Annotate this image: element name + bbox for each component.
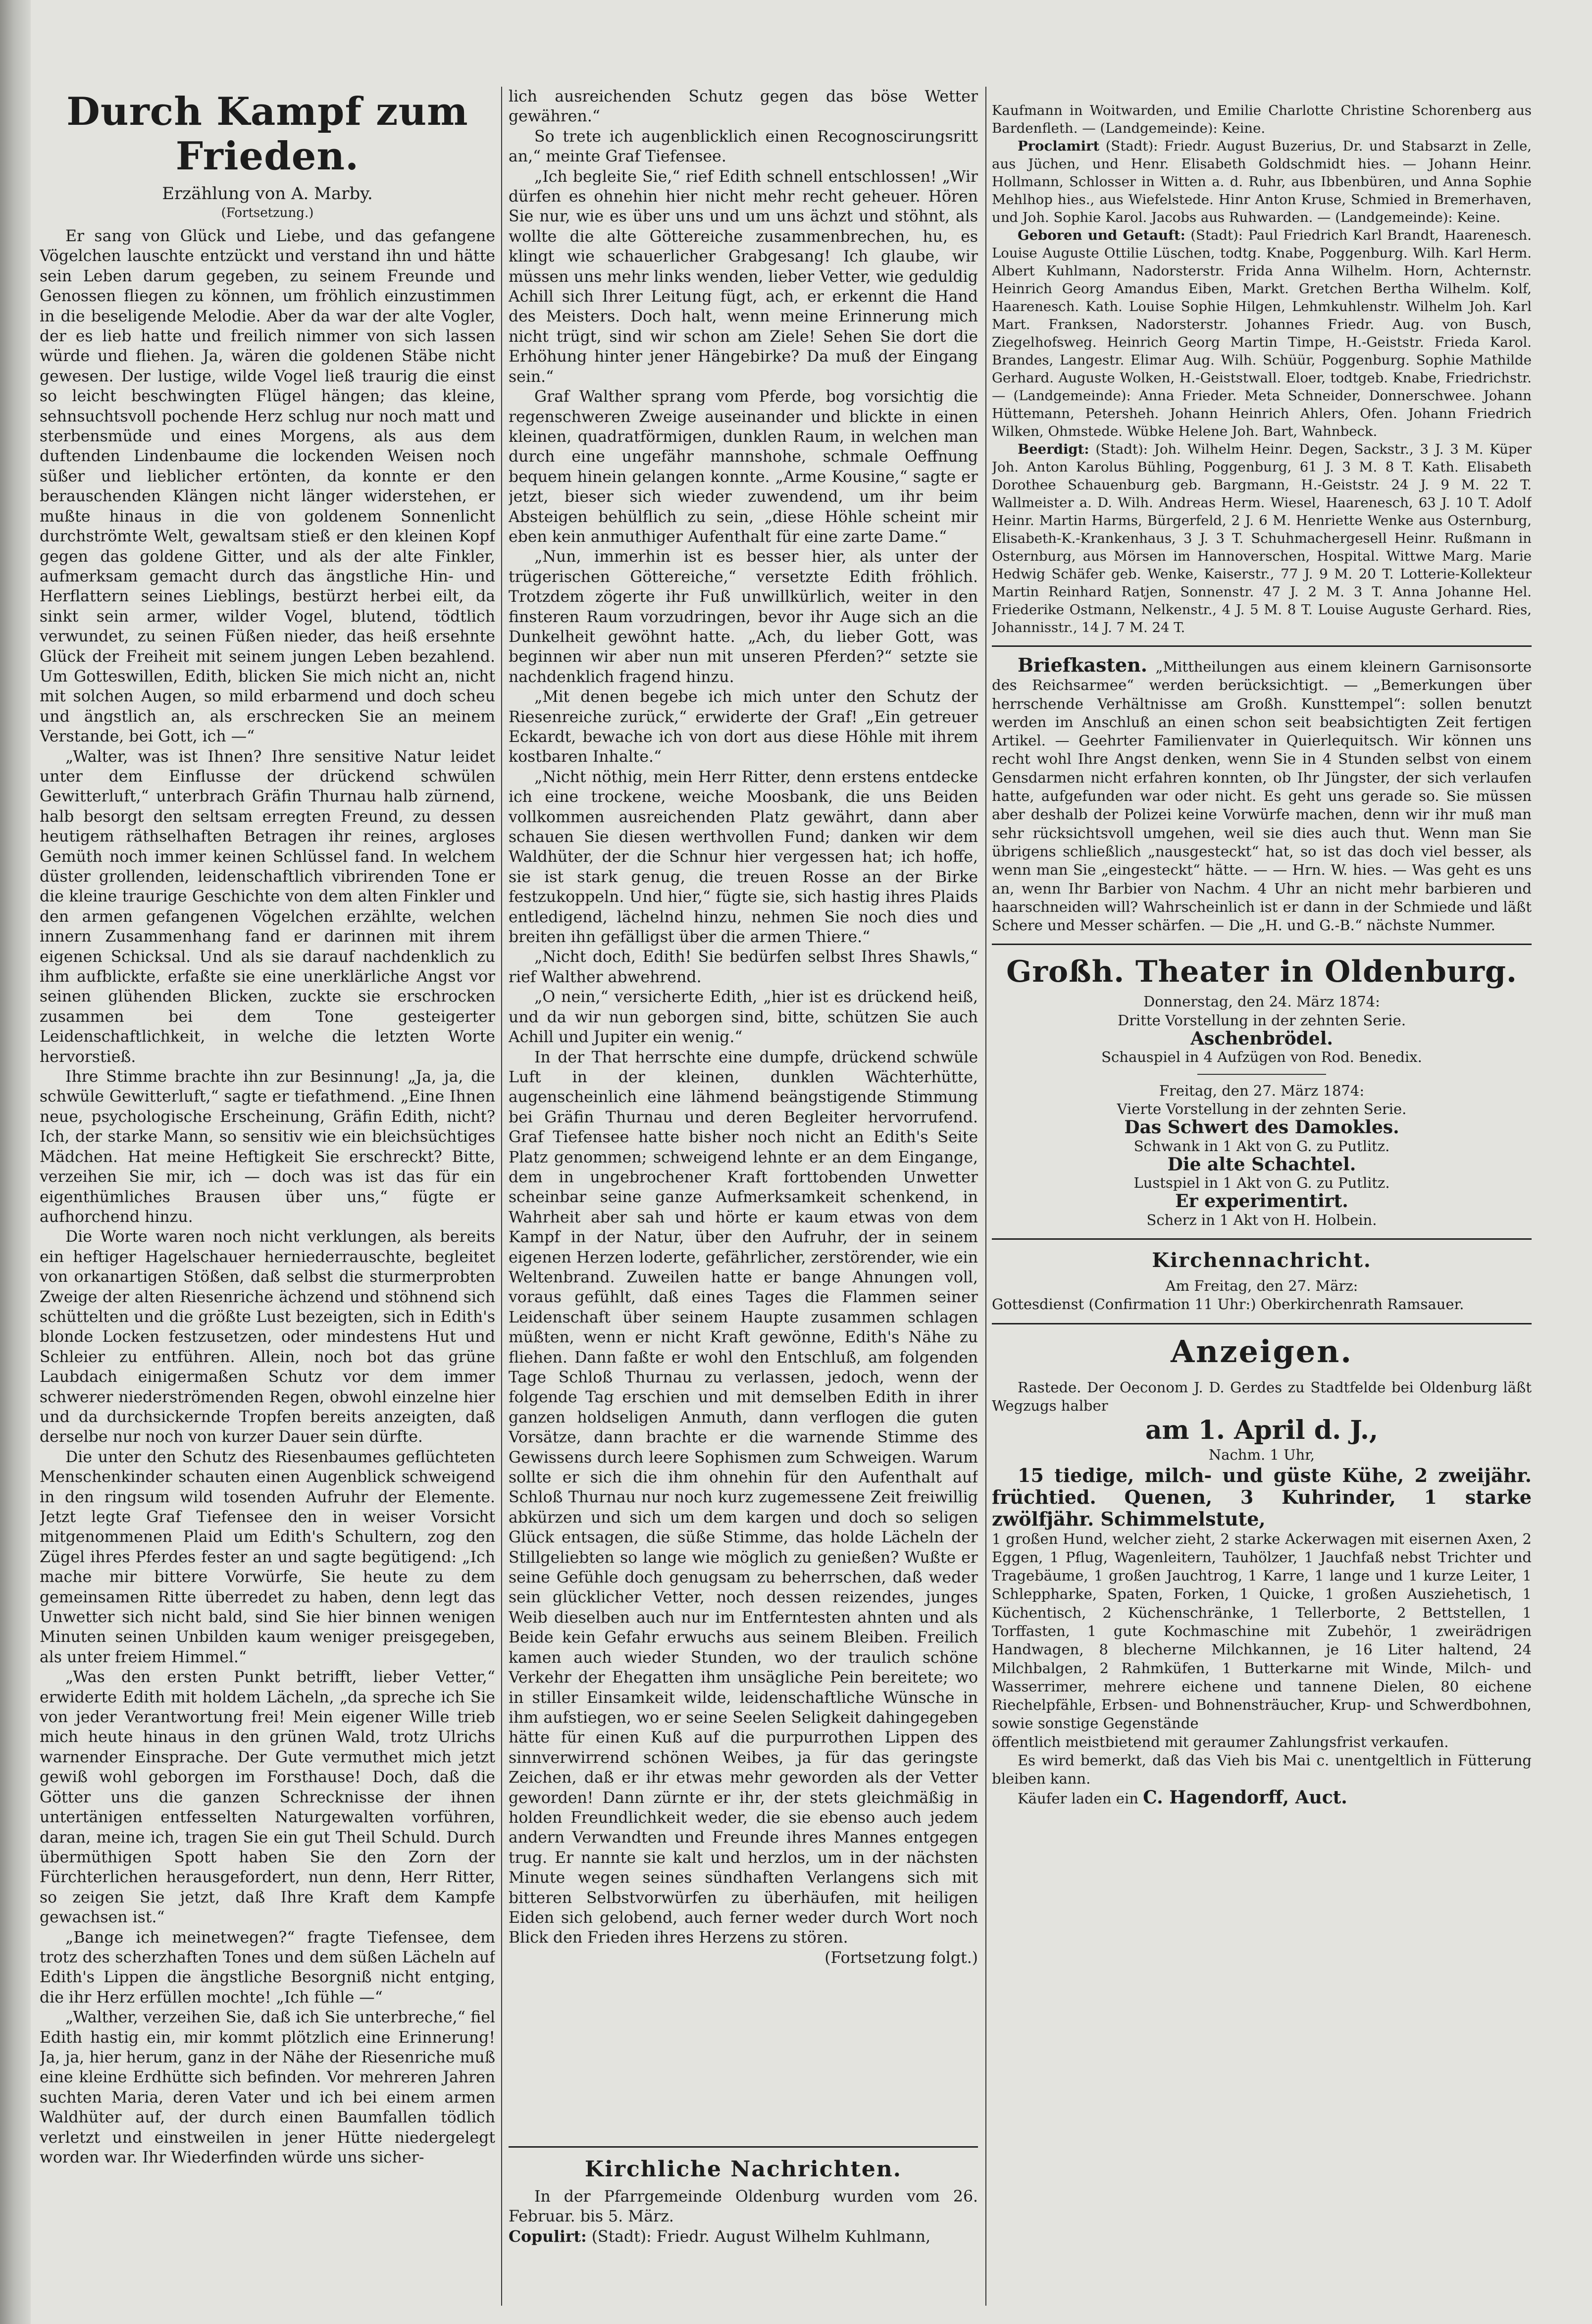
evening2-date: Freitag, den 27. März 1874: <box>1159 1082 1365 1099</box>
church-news-header: Kirchliche Nachrichten. <box>584 2157 902 2182</box>
story-paragraph: lich ausreichenden Schutz gegen das böse Wetter gewähren.“ <box>509 88 978 126</box>
evening1-date: Donnerstag, den 24. März 1874: <box>1143 993 1380 1010</box>
story-paragraph: In der That herrschte eine dumpfe, drückend schwüle Luft in der kleinen, dunklen Wächterhütte, augenscheinlich eine lähmend beängstigende Stimmung bei Gräfin Thurnau und deren Begleiter hervorrufend. Graf Tiefensee hatte bisher noch nicht an Edith's Seite Platz genommen; schweigend lehnte er an dem Eingange, dem in ungebrochener Kraft forttobenden Unwetter scheinbar seine ganze Aufmerksamkeit schenkend, in Wahrheit aber sah und hörte er kaum etwas von dem Kampf in der Natur, über den Aufruhr, der in seinem eigenen Herzen loderte, gefährlicher, zerstörender, wie ein Weltenbrand. Zuweilen hatte er bange Ahnungen voll, voraus gefühlt, daß eines Tages die Flammen seiner Leidenschaft über seinem Haupte zusammen schlagen müßten, wenn er nicht Kraft gewönne, Edith's Nähe zu fliehen. Dann faßte er wohl den Entschluß, am folgenden Tage Schloß Thurnau zu verlassen, jedoch, wenn der folgende Tag erschien und mit demselben Edith in ihrer ganzen holdseligen Anmuth, dann verflogen die guten Vorsätze, dann brachte er die warnende Stimme des Gewissens durch leere Sophismen zum Schweigen. Warum sollte er sich die ihm ohnehin für den Aufenthalt auf Schloß Thurnau nur noch kurz zugemessene Zeit freiwillig abkürzen und sich um dem kargen und doch so seligen Glück entsagen, die süße Stimme, das holde Lächeln der Stillgeliebten so lange wie möglich zu genießen? Wußte er seine Gefühle doch genugsam zu beherrschen, daß weder sein glücklicher Vetter, noch dessen reizendes, junges Weib dieselben auch nur im Entferntesten ahnten und als Beide kein Gefahr erwuchs aus seinem Bleiben. Freilich kamen auch wieder Stunden, wo der traulich schöne Verkehr der Ehegatten ihm unsägliche Pein bereitete; wo in stiller Einsamkeit wilde, leidenschaftliche Wünsche in ihm aufstiegen, wo er seine Seelen Seligkeit dahingegeben hätte für einen Kuß auf die purpurrothen Lippen des sinnverwirrend schönen Weibes, ja für das geringste Zeichen, daß er ihr etwas mehr geworden als der Vetter geworden! Dann zürnte er ihr, der stets gleichmäßig in holden Freundlichkeit weder, die sie ebenso auch jedem andern Verwandten und Freunde ihres Mannes entgegen trug. Er nannte sie kalt und herzlos, um in der nächsten Minute wegen seines sündhaften Verlangens sich mit bitteren Selbstvorwürfen zu überhäufen, mit heiligen Eiden sich gelobend, auch ferner weder durch Wort noch Blick den Frieden ihres Herzens zu stören. <box>509 1048 978 1947</box>
copulirt-label: Copulirt: <box>509 2227 587 2246</box>
program-divider <box>1197 1074 1326 1075</box>
kirchennachricht-header: Kirchennachricht. <box>1152 1249 1372 1272</box>
proclamirt-entry <box>992 137 1532 226</box>
story-paragraph: „Mit denen begebe ich mich unter den Schutz der Riesenreiche zurück,“ erwiderte der Graf! „Ein getreuer Eckardt, bewache ich von dort aus diese Höhle mit ihrem kostbaren Inhalte.“ <box>509 688 978 766</box>
auction-note-text: Es wird bemerkt, daß das Vieh bis Mai c. unentgeltlich in Fütterung bleiben kann. <box>992 1752 1532 1788</box>
proclamirt-text: (Stadt): Friedr. August Buzerius, Dr. und Stabsarzt in Zelle, aus Jüchen, und Henr. Elisabeth Goldschmidt hies. — Johann Heinr. Hollmann, Schlosser in Witten a. d. Ruhr, aus Ibbenbüren, und Anna Sophie Mehlhop hies., aus Wiefelstede. Hinr Anton Kruse, Schmied in Bremerhaven, und Joh. Sophie Karol. Jacobs aus Ruhwarden. — (Landgemeinde): Keine. <box>992 138 1532 225</box>
auction-items-text: 1 großen Hund, welcher zieht, 2 starke Ackerwagen mit eisernen Axen, 2 Eggen, 1 Pflug, Wagenleitern, Tauhölzer, 1 Jauchfaß nebst Trichter und Tragebäume, 1 großen Jauchtrog, 1 Karre, 1 lange und 1 kurze Leiter, 1 Schleppharke, Spaten, Forken, 1 Quicke, 1 großen Ausziehetisch, 1 Küchentisch, 2 Küchenschränke, 1 Tellerborte, 2 Bettstellen, 1 Torffasten, 1 gute Kochmaschine mit Zubehör, 1 zweirädrigen Handwagen, 8 blecherne Milchkannen, je 16 Liter haltend, 24 Milchbalgen, 2 Rahmküfen, 1 Butterkarne mit Winde, Milch- und Wasserrimer, mehrere eichene und tannene Dielen, 80 eichene Riechelpfähle, Erbsen- und Bohnensträucher, Krup- und Schwerdbohnen, sowie sonstige Gegenstände <box>992 1530 1532 1732</box>
briefkasten-section <box>992 656 1532 935</box>
evening1-desc: Schauspiel in 4 Aufzügen von Rod. Benedix. <box>1101 1049 1422 1066</box>
story-paragraph: „Nicht nöthig, mein Herr Ritter, denn erstens entdecke ich eine trockene, weiche Moosbank, die uns Beiden vollkommen ausreichenden Platz gewährt, dann aber schauen Sie diesen werthvollen Fund; danken wir dem Waldhüter, der die Schnur hier vergessen hat; ich hoffe, sie ist stark genug, die treuen Rosse an der Birke festzukoppeln. Und hier,“ fügte sie, sich hastig ihres Plaids entledigend, lächelnd hinzu, nehmen Sie noch dies und breiten ihn gefälligst über die armen Thiere.“ <box>509 768 978 947</box>
story-paragraph: „Nun, immerhin ist es besser hier, als unter der trügerischen Göttereiche,“ versetzte Edith fröhlich. Trotzdem zögerte ihr Fuß unwillkürlich, weiter in den finsteren Raum vorzudringen, bevor ihr Auge sich an die Dunkelheit gewöhnt hatte. „Ach, du lieber Gott, was beginnen wir aber nun mit unseren Pferden?“ setzte sie nachdenklich fragend hinzu. <box>509 548 978 686</box>
story-paragraph: Er sang von Glück und Liebe, und das gefangene Vögelchen lauschte entzückt und verstand ihn und hätte sein Leben darum gegeben, zu seinem Freunde und Genossen fliegen zu können, um fröhlich einzustimmen in die beseligende Melodie. Aber da war der alte Vogler, der es lieb hatte und freilich nimmer von sich lassen würde und fliehen. Ja, wären die goldenen Stäbe nicht gewesen. Der lustige, wilde Vogel ließ traurig die einst so leicht beschwingten Flügel hängen; das kleine, sehnsuchtsvoll pochende Herz schlug nur noch matt und sterbensmüde und eines Morgens, als aus dem duftenden Lindenbaume die lockenden Weisen noch süßer und lieblicher ertönten, da konnte er den berauschenden Klängen nicht länger widerstehen, er mußte hinaus in die von goldenem Sonnenlicht durchströmte Welt, gewaltsam stieß er den kleinen Kopf gegen das goldene Gitter, und als der alte Finkler, aufmerksam gemacht durch das ängstliche Hin- und Herflattern seines Lieblings, bestürzt herbei eilt, da sinkt sein armer, wilder Vogel, blutend, tödtlich verwundet, zu seinen Füßen nieder, das heiß ersehnte Glück der Freiheit mit seinem jungen Leben bezahlend. Um Gotteswillen, Edith, blicken Sie mich nicht an, nicht mit solchen Augen, so mild erbarmend und doch scheu und ängstlich an, als erschrecken Sie an meinem Verstande, bei Gott, ich —“ <box>40 227 495 746</box>
geboren-entry <box>992 226 1532 440</box>
beerdigt-label: Beerdigt: <box>1018 441 1089 457</box>
evening2-play3: Er experimentirt. <box>1175 1191 1348 1212</box>
auction-items <box>992 1530 1532 1733</box>
kirchennachricht-line2: Gottesdienst (Confirmation 11 Uhr:) Oberkirchenrath Ramsauer. <box>992 1296 1464 1313</box>
geboren-label: Geboren und Getauft: <box>1018 227 1185 243</box>
theater-program <box>992 993 1532 1229</box>
story-paragraph: Graf Walther sprang vom Pferde, bog vorsichtig die regenschweren Zweige auseinander und blickte in einen kleinen, quadratförmigen, dunklen Raum, in welchen man durch eine ungefähr mannshohe, schmale Oeffnung bequem hinein gelangen konnte. „Arme Kousine,“ sagte er jetzt, bieser sich wieder zuwendend, um ihr beim Absteigen behülflich zu sein, „diese Höhle scheint mir eben kein anmuthiger Aufenthalt für eine zarte Dame.“ <box>509 388 978 546</box>
auction-public-text: öffentlich meistbietend mit geraumer Zahlungsfrist verkaufen. <box>992 1733 1449 1750</box>
anzeigen-header: Anzeigen. <box>1171 1333 1353 1370</box>
column-1 <box>40 87 495 2306</box>
story-text-col2 <box>509 87 978 2137</box>
column-rule-2 <box>985 87 986 2306</box>
kirchennachricht-line1: Am Freitag, den 27. März: <box>1165 1277 1358 1295</box>
auction-livestock: 15 tiedige, milch- und güste Kühe, 2 zweijähr. früchtied. Quenen, 3 Kuhrinder, 1 starke zwölfjähr. Schimmelstute, <box>992 1464 1532 1530</box>
story-continued-footer: (Fortsetzung folgt.) <box>824 1949 978 1967</box>
evening2-play1: Das Schwert des Damokles. <box>1124 1117 1399 1138</box>
story-paragraph: „Ich begleite Sie,“ rief Edith schnell entschlossen! „Wir dürfen es ohnehin hier nicht mehr recht geheuer. Hören Sie nur, wie es über uns und um uns ächzt und stöhnt, als wollte die alte Göttereiche zusammenbrechen, hu, es klingt wie schauerlicher Grabgesang! Ich glaube, wir müssen uns mehr links wenden, lieber Vetter, wie geduldig Achill sich Ihrer Leitung fügt, ach, er erkennt die Hand des Meisters. Doch halt, wenn meine Erinnerung mich nicht trügt, sind wir schon am Ziele! Sehen Sie dort die Erhöhung hinter jener Hängebirke? Da muß der Eingang sein.“ <box>509 167 978 386</box>
section-divider <box>992 645 1532 647</box>
buyers-text: Käufer laden ein <box>1018 1790 1138 1807</box>
auction-signature <box>992 1789 1532 1808</box>
story-text-col1 <box>40 226 495 2167</box>
proclamirt-label: Proclamirt <box>1018 138 1100 154</box>
story-subtitle: Erzählung von A. Marby. <box>162 184 373 204</box>
church-news-intro <box>509 2187 978 2247</box>
story-paragraph: „Bange ich meinetwegen?“ fragte Tiefensee, dem trotz des scherzhaften Tones und dem süßen Lächeln auf Edith's Lippen die ängstliche Besorgniß nicht entging, die ihr Herz erfüllen mochte! „Ich fühle —“ <box>40 1928 495 2007</box>
briefkasten-entry <box>992 656 1532 935</box>
auction-buyers <box>992 1789 1532 1808</box>
theater-title: Großh. Theater in Oldenburg. <box>1006 954 1517 990</box>
auction-public <box>992 1733 1532 1751</box>
evening2-desc3: Scherz in 1 Akt von H. Holbein. <box>1146 1211 1377 1228</box>
section-divider <box>992 1323 1532 1324</box>
beerdigt-text: (Stadt): Joh. Wilhelm Heinr. Degen, Sackstr., 3 J. 3 M. Küper Joh. Anton Karolus Bühling, Poggenburg, 61 J. 3 M. 8 T. Kath. Elisabeth Dorothee Schauenburg geb. Bargmann, H.-Geiststr. 24 J. 9 M. 22 T. Wallmeister a. D. Wilh. Andreas Herm. Wiesel, Haarenesch, 63 J. 10 T. Adolf Heinr. Martin Harms, Bürgerfeld, 2 J. 6 M. Henriette Wenke aus Osternburg, Elisabeth-K.-Krankenhaus, 3 J. 3 T. Schuhmachergesell Heinr. Rußmann in Osternburg, aus Mörsen im Hannoverschen, Hospital. Wittwe Marg. Marie Hedwig Schäfer geb. Wenke, Kaiserstr., 77 J. 9 M. 20 T. Lotterie-Kollekteur Martin Reinhard Ratjen, Sonnenstr. 47 J. 2 M. 3 T. Anna Johanne Hel. Friederike Ostmann, Nelkenstr., 4 J. 5 M. 8 T. Louise Auguste Gerhard. Ries, Johannisstr., 14 J. 7 M. 24 T. <box>992 441 1532 635</box>
briefkasten-label: Briefkasten. <box>1018 654 1148 676</box>
story-title: Durch Kampf zum Frieden. <box>66 89 468 179</box>
column-rule-1 <box>501 87 502 2306</box>
evening2-desc1: Schwank in 1 Akt von G. zu Putlitz. <box>1133 1137 1390 1155</box>
church-news-intro-text: In der Pfarrgemeinde Oldenburg wurden vom 26. Februar. bis 5. März. <box>509 2188 978 2226</box>
church-copulirt <box>509 2227 978 2247</box>
story-paragraph: Die unter den Schutz des Riesenbaumes geflüchteten Menschenkinder schauten einen Augenblick schweigend in den ringsum wild tosenden Aufruhr der Elemente. Jetzt legte Graf Tiefensee den in weiser Vorsicht mitgenommenen Plaid um Edith's Schultern, zog den Zügel ihres Pferdes fester an und sagte begütigend: „Ich mache mir bittere Vorwürfe, Sie heute zu dem gemeinsamen Ritte überredet zu haben, denn legt das Unwetter sich nicht bald, sind Sie hier binnen wenigen Minuten seinen Unbilden kaum weniger preisgegeben, als unter freiem Himmel.“ <box>40 1448 495 1666</box>
geboren-text: (Stadt): Paul Friedrich Karl Brandt, Haarenesch. Louise Auguste Ottilie Lüschen, todtg. Knabe, Poggenburg. Wilh. Karl Herm. Albert Kuhlmann, Nadorsterstr. Frida Anna Wilhelm. Horn, Achternstr. Heinrich Georg Amandus Eiben, Markt. Gretchen Bertha Wilhelm. Kolf, Haarenesch. Kath. Louise Sophie Hilgen, Lehmkuhlenstr. Wilhelm Joh. Karl Mart. Franksen, Nadorsterstr. Johannes Friedr. Aug. von Busch, Ziegelhofsweg. Heinrich Georg Martin Timpe, H.-Geiststr. Frieda Karol. Brandes, Langestr. Elimar Aug. Wilh. Schüür, Poggenburg. Sophie Mathilde Gerhard. Auguste Wolken, H.-Geiststwall. Eloer, todtgeb. Knabe, Friedrichstr. — (Landgemeinde): Anna Frieder. Meta Schneider, Donnerschwee. Johann Hüttemann, Petersheh. Johann Heinrich Ahlers, Ofen. Johann Friedrich Wilken, Ohmstede. Wübke Helene Joh. Bart, Wahnbeck. <box>992 227 1532 439</box>
evening2-desc2: Lustspiel in 1 Akt von G. zu Putlitz. <box>1133 1174 1390 1192</box>
evening1-play: Aschenbrödel. <box>1190 1028 1333 1050</box>
auctioneer-name: C. Hagendorff, Auct. <box>1143 1787 1347 1808</box>
column-2 <box>509 87 978 2306</box>
story-paragraph: „Nicht doch, Edith! Sie bedürfen selbst Ihres Shawls,“ rief Walther abwehrend. <box>509 948 978 986</box>
anzeigen-section <box>992 1333 1532 1808</box>
page-binding-edge <box>0 0 31 2324</box>
church-news-continuation <box>992 102 1532 636</box>
evening2-play2: Die alte Schachtel. <box>1167 1154 1356 1175</box>
theater-section <box>992 954 1532 1229</box>
auction-intro <box>992 1378 1532 1416</box>
copulirt-continuation: Kaufmann in Woitwarden, und Emilie Charlotte Christine Schorenberg aus Bardenfleth. — (Landgemeinde): Keine. <box>992 103 1532 136</box>
story-paragraph: „Was den ersten Punkt betrifft, lieber Vetter,“ erwiderte Edith mit holdem Lächeln, „da spreche ich Sie von jeder Verantwortung frei! Mein eigener Wille trieb mich heute hinaus in den grünen Wald, trotz Ulrichs warnender Einsprache. Der Gute vermuthet mich jetzt gewiß wohl geborgen im Forsthause! Doch, daß die Götter uns die ganzen Schrecknisse der ihnen untertänigen entfesselten Naturgewalten vorführen, daran, meine ich, tragen Sie ein gut Theil Schuld. Durch übermüthigen Spott haben Sie den Zorn der Fürchterlichen herausgefordert, nun denn, Herr Ritter, so zeigen Sie jetzt, daß Ihre Kraft dem Kampfe gewachsen ist.“ <box>40 1668 495 1927</box>
story-paragraph: „Walter, was ist Ihnen? Ihre sensitive Natur leidet unter dem Einflusse der drückend schwülen Gewitterluft,“ unterbrach Gräfin Thurnau halb zürnend, halb besorgt den seltsam erregten Freund, zu dessen heutigem räthselhaften Betragen ihr reines, argloses Gemüth noch immer keinen Schlüssel fand. In welchem düster grollenden, leidenschaftlich vibrirenden Tone er die kleine traurige Geschichte von dem alten Finkler und den armen gefangenen Vögelchen erzählte, welchen innern Zusammenhang fand er darinnen mit ihrem eigenen Schicksal. Und als sie darauf nachdenklich zu ihm aufblickte, erfaßte sie eine unerklärliche Angst vor seinen glühenden Blicken, zuckte sie erschrocken zusammen bei dem Tone gesteigerter Leidenschaftlichkeit, in welche die letzten Worte hervorstieß. <box>40 747 495 1066</box>
beerdigt-entry <box>992 440 1532 636</box>
auction-intro-text: Rastede. Der Oeconom J. D. Gerdes zu Stadtfelde bei Oldenburg läßt Wegzugs halber <box>992 1378 1532 1414</box>
kirchennachricht-section <box>992 1249 1532 1314</box>
auction-date: am 1. April d. J., <box>1145 1415 1379 1446</box>
section-divider <box>992 944 1532 945</box>
story-paragraph: „Walther, verzeihen Sie, daß ich Sie unterbreche,“ fiel Edith hastig ein, mir kommt plötzlich eine Erinnerung! Ja, ja, hier herum, ganz in der Nähe der Riesenriche muß eine kleine Erdhütte sich befinden. Vor mehreren Jahren suchten Maria, deren Vater und ich bei einem armen Waldhüter auf, der durch einen Baumfallen tödlich verletzt und einstweilen in jener Hütte niedergelegt worden war. Ihr Wiederfinden würde uns sicher- <box>40 2008 495 2166</box>
copulirt-text: (Stadt): Friedr. August Wilhelm Kuhlmann, <box>591 2227 931 2246</box>
evening2-series: Vierte Vorstellung in der zehnten Serie. <box>1117 1100 1407 1117</box>
story-paragraph: So trete ich augenblicklich einen Recognoscirungsritt an,“ meinte Graf Tiefensee. <box>509 127 978 166</box>
story-paragraph: Ihre Stimme brachte ihn zur Besinnung! „Ja, ja, die schwüle Gewitterluft,“ sagte er tiefathmend. „Eine Ihnen neue, psychologische Erscheinung, Gräfin Edith, nicht? Ich, der starke Mann, so sensitiv wie ein bleichsüchtiges Mädchen. Hat meine Heftigkeit Sie erschreckt? Bitte, verzeihen Sie mir, ich — doch was ist das für ein eigenthümliches Brausen über uns,“ fügte er aufhorchend hinzu. <box>40 1068 495 1226</box>
section-divider <box>992 1238 1532 1240</box>
evening1-series: Dritte Vorstellung in der zehnten Serie. <box>1117 1011 1406 1029</box>
auction-time: Nachm. 1 Uhr, <box>1208 1446 1315 1464</box>
column-3 <box>992 102 1532 2321</box>
story-paragraph: Die Worte waren noch nicht verklungen, als bereits ein heftiger Hagelschauer herniederrauschte, begleitet von orkanartigen Stößen, daß selbst die sturmerprobten Zweige der alten Riesenriche ächzend und stöhnend sich schüttelten und die größte Lust bezeigten, sich in Edith's blonde Locken festzusetzen, oder mindestens Hut und Schleier zu entführen. Allein, noch bot das grüne Laubdach einigermaßen Schutz vor dem immer schwerer niederströmenden Regen, obwohl einzelne hier und da durchsickernde Tropfen bereits anzeigten, daß derselbe nur noch von kurzer Dauer sein dürfte. <box>40 1228 495 1446</box>
story-paragraph: „O nein,“ versicherte Edith, „hier ist es drückend heiß, und da wir nun geborgen sind, bitte, schützen Sie auch Achill und Jupiter ein wenig.“ <box>509 988 978 1047</box>
section-divider <box>509 2146 978 2148</box>
story-continued-note: (Fortsetzung.) <box>221 206 314 220</box>
briefkasten-text: „Mittheilungen aus einem kleinern Garnisonsorte des Reichsarmee“ werden berücksichtigt. — „Bemerkungen über herrschende Verhältnisse am Großh. Kunsttempel“: sollen benutzt werden im Anschluß an einen schon seit beabsichtigten Zeit fertigen Artikel. — Geehrter Familienvater in Quierlequitsch. Wir können uns recht wohl Ihre Angst denken, wenn Sie in 4 Stunden selbst von einem Gensdarmen nicht erfahren konnten, ob Ihr Jüngster, der sich verlaufen hatte, aufgefunden war oder nicht. Es geht uns gerade so. Sie müssen aber deshalb der Polizei keine Vorwürfe machen, denn wir ihr muß man sehr rücksichtsvoll umgehen, weil sie dies auch thut. Wenn man Sie übrigens schließlich „nausgesteckt“ hat, so ist das doch viel besser, als wenn man Sie „eingesteckt“ hätte. — — Hrn. W. hies. — Was geht es uns an, wenn Ihr Barbier von Nachm. 4 Uhr an nicht mehr barbieren und haarschneiden will? Wahrscheinlich ist er dann in der Schmiede und läßt Schere und Messer schärfen. — Die „H. und G.-B.“ nächste Nummer. <box>992 658 1532 934</box>
auction-note <box>992 1751 1532 1789</box>
